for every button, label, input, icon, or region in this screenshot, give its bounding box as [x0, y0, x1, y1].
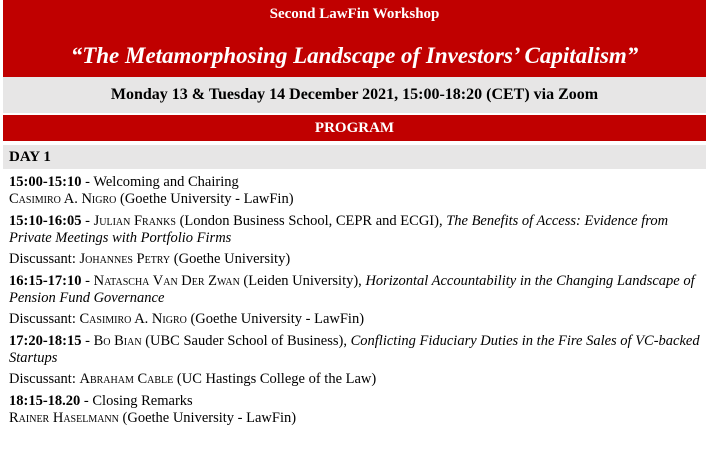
workshop-header [3, 0, 706, 77]
session-topic: Closing Remarks [92, 393, 193, 409]
discussant-affiliation: (Goethe University - LawFin) [186, 311, 365, 327]
discussant-name: Johannes Petry [79, 251, 171, 267]
session-item [9, 393, 706, 427]
session-time: 15:10-16:05 [9, 213, 82, 229]
paper-title: Conflicting Fiduciary Duties in the Fire Sales of VC-backed Startups [9, 333, 700, 366]
discussant-affiliation: (UC Hastings College of the Law) [173, 371, 377, 387]
speaker-affiliation: (London Business School, CEPR and ECGI), [175, 213, 447, 229]
speaker-name: Bo Bian [93, 333, 142, 349]
session-item [9, 333, 706, 388]
workshop-name: Second LawFin Workshop [269, 6, 440, 22]
separator: - [80, 393, 93, 409]
speaker-name: Julian Franks [93, 213, 176, 229]
separator: - [81, 333, 94, 349]
paper-title: Horizontal Accountability in the Changing Landscape of Pension Fund Governance [9, 273, 695, 306]
speaker-affiliation: (Leiden University), [239, 273, 366, 289]
separator: - [81, 174, 94, 190]
chair-name: Casimiro A. Nigro [9, 191, 117, 207]
session-time: 18:15-18.20 [9, 393, 81, 409]
discussant-label: Discussant: [9, 251, 80, 267]
paper-title: The Benefits of Access: Evidence from Private Meetings with Portfolio Firms [9, 213, 669, 246]
closing-speaker-name: Rainer Haselmann [9, 410, 119, 426]
separator: - [81, 213, 94, 229]
discussant-label: Discussant: [9, 371, 80, 387]
session-item [9, 273, 706, 328]
separator: - [81, 273, 94, 289]
date-line: Monday 13 & Tuesday 14 December 2021, 15:00-18:20 (CET) via Zoom [3, 77, 706, 113]
session-time: 16:15-17:10 [9, 273, 82, 289]
workshop-title: “The Metamorphosing Landscape of Investors’ Capitalism” [70, 43, 639, 68]
day-heading: DAY 1 [3, 145, 706, 169]
discussant-name: Abraham Cable [79, 371, 174, 387]
session-topic: Welcoming and Chairing [93, 174, 239, 190]
session-item [9, 174, 706, 208]
discussant-name: Casimiro A. Nigro [79, 311, 187, 327]
program-heading: PROGRAM [3, 115, 706, 141]
speaker-name: Natascha Van Der Zwan [93, 273, 240, 289]
session-time: 17:20-18:15 [9, 333, 82, 349]
discussant-affiliation: (Goethe University) [170, 251, 291, 267]
session-item [9, 213, 706, 268]
discussant-label: Discussant: [9, 311, 80, 327]
speaker-affiliation: (UBC Sauder School of Business), [141, 333, 351, 349]
session-time: 15:00-15:10 [9, 174, 82, 190]
chair-affiliation: (Goethe University - LawFin) [116, 191, 294, 207]
closing-speaker-affiliation: (Goethe University - LawFin) [118, 410, 297, 426]
